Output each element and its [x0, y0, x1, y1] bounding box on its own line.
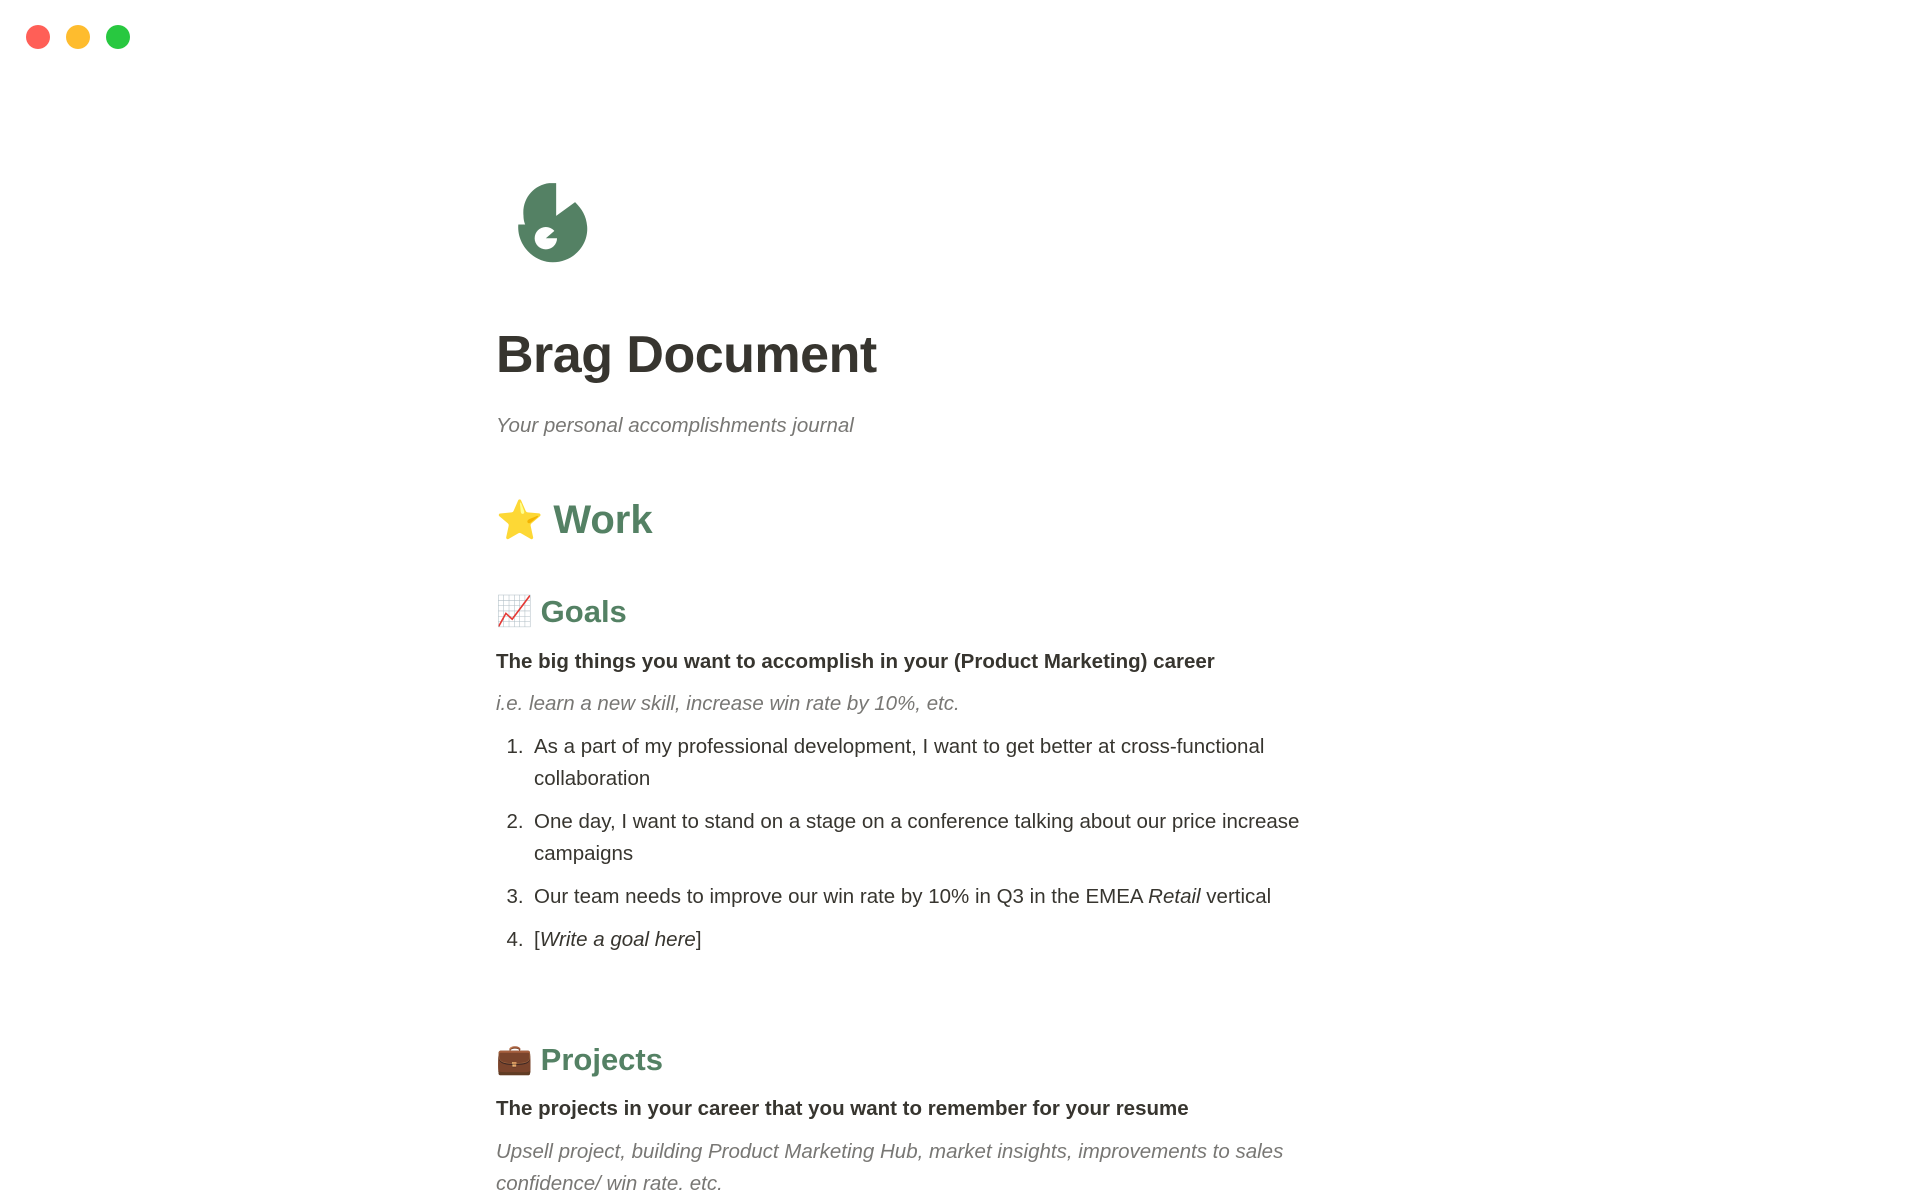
- page-subtitle: Your personal accomplishments journal: [496, 414, 854, 437]
- heading-work: [496, 498, 653, 543]
- goal-text: [534, 881, 1376, 913]
- heading-goals-label: Goals: [540, 594, 627, 629]
- heading-goals: [496, 594, 627, 630]
- goal-number: 4.: [506, 928, 524, 951]
- heading-projects: [496, 1042, 663, 1078]
- goal-item[interactable]: [496, 924, 1376, 956]
- page-flame-icon[interactable]: [508, 178, 594, 264]
- star-icon: ⭐: [496, 499, 544, 542]
- close-window-button[interactable]: [26, 25, 50, 49]
- page-title: Brag Document: [496, 326, 877, 384]
- goal-number: 1.: [506, 735, 524, 758]
- goals-description: The big things you want to accomplish in your (Product Marketing) career: [496, 650, 1215, 673]
- briefcase-icon: 💼: [496, 1043, 533, 1077]
- minimize-window-button[interactable]: [66, 25, 90, 49]
- goal-number: 2.: [506, 810, 524, 833]
- goal-number: 3.: [506, 885, 524, 908]
- chart-increasing-icon: 📈: [496, 595, 533, 629]
- goal-text-part: vertical: [1200, 885, 1272, 908]
- projects-description: The projects in your career that you want to remember for your resume: [496, 1097, 1189, 1120]
- goal-text: As a part of my professional development, I want to get better at cross-functional collaboration: [534, 735, 1265, 790]
- goal-text-part: [: [534, 928, 540, 951]
- goal-item[interactable]: [496, 731, 1376, 795]
- goal-item[interactable]: [496, 881, 1376, 913]
- goals-list: [496, 731, 1376, 967]
- goal-text-emphasis: Retail: [1148, 885, 1201, 908]
- goal-text-part: ]: [695, 928, 702, 951]
- maximize-window-button[interactable]: [106, 25, 130, 49]
- goal-text-part: Our team needs to improve our win rate by 10% in Q3 in the EMEA: [534, 885, 1149, 908]
- goal-placeholder: Write a goal here: [539, 928, 696, 951]
- projects-hint: Upsell project, building Product Marketing Hub, market insights, improvements to sales confidence/ win rate. etc.: [496, 1140, 1284, 1195]
- goals-hint: i.e. learn a new skill, increase win rate by 10%, etc.: [496, 692, 960, 715]
- goal-text: [534, 924, 1376, 956]
- heading-projects-label: Projects: [540, 1042, 663, 1077]
- goal-text: One day, I want to stand on a stage on a conference talking about our price increase campaigns: [534, 810, 1300, 865]
- window-controls: [26, 25, 130, 49]
- heading-work-label: Work: [553, 498, 653, 542]
- goal-item[interactable]: [496, 806, 1376, 870]
